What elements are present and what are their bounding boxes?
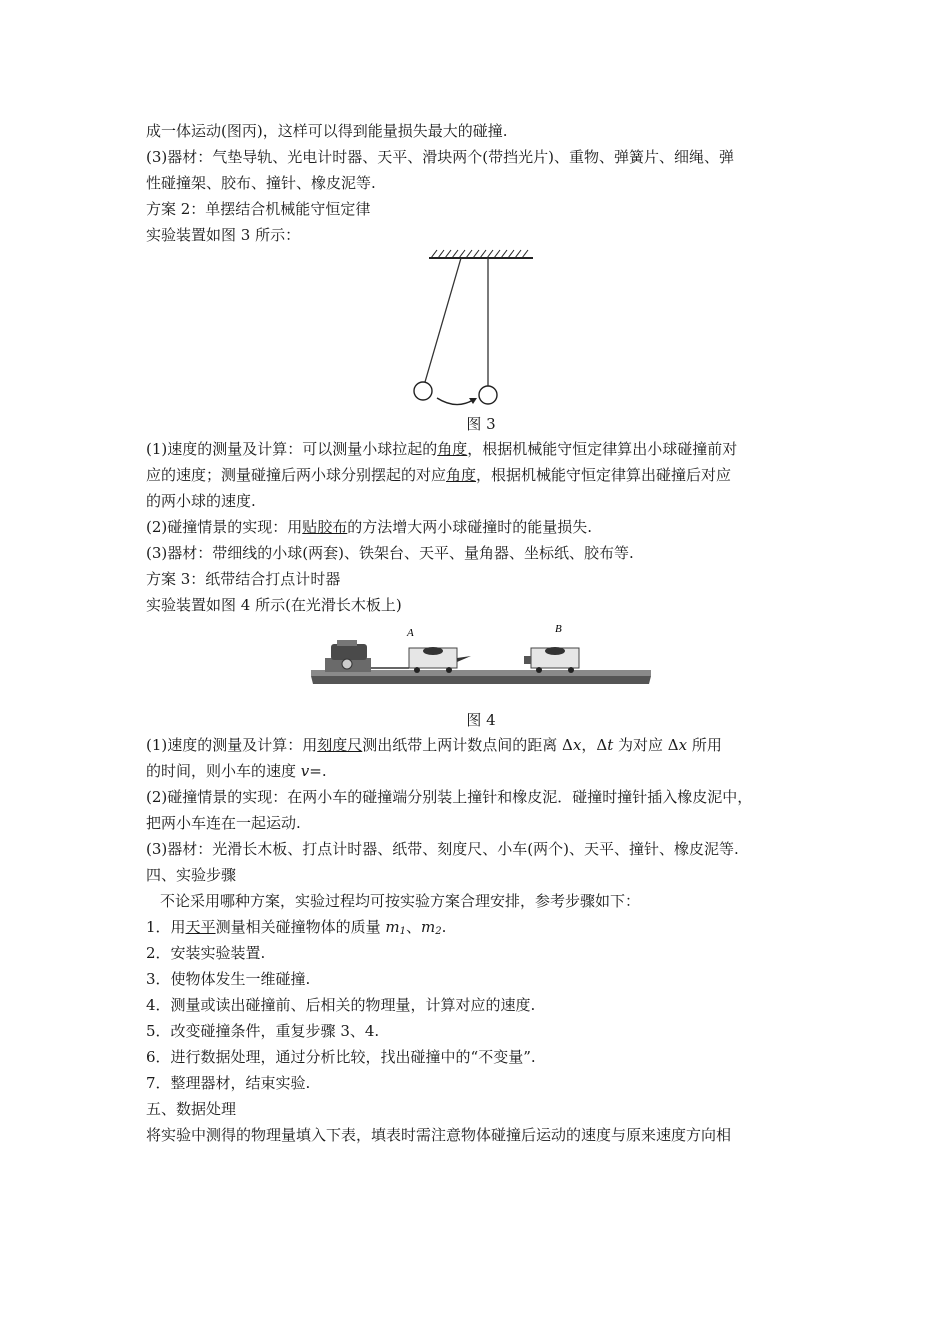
scheme-3-heading: 方案 3：纸带结合打点计时器	[146, 570, 341, 588]
text: ，根据机械能守恒定律算出小球碰撞前对	[467, 440, 738, 458]
section-5-heading: 五、数据处理	[146, 1100, 237, 1118]
paragraph-line	[146, 514, 816, 540]
text: (1)速度的测量及计算：用	[146, 736, 318, 754]
document-page	[146, 118, 816, 1148]
section-4-heading: 四、实验步骤	[146, 866, 237, 884]
text: 所用	[687, 736, 722, 754]
paragraph-line: (3)器材：光滑长木板、打点计时器、纸带、刻度尺、小车(两个)、天平、撞针、橡皮泥等.	[146, 840, 739, 858]
cart-b-hole-icon	[545, 647, 565, 655]
step-item: 5．改变碰撞条件，重复步骤 3、4.	[146, 1022, 380, 1040]
step-item: 4．测量或读出碰撞前、后相关的物理量，计算对应的速度.	[146, 996, 536, 1014]
cart-a-hole-icon	[423, 647, 443, 655]
wheel-icon	[568, 667, 574, 673]
pendulum-string-left	[425, 258, 461, 382]
text: 为对应 Δ	[613, 736, 679, 754]
text: ，Δ	[581, 736, 608, 754]
section-4-intro: 不论采用哪种方案，实验过程均可按实验方案合理安排，参考步骤如下：	[160, 892, 641, 910]
wheel-icon	[414, 667, 420, 673]
variable: m	[420, 918, 436, 936]
dot-timer-icon	[331, 644, 367, 660]
step-item: 7．整理器材，结束实验.	[146, 1074, 311, 1092]
text: 应的速度；测量碰撞后两小球分别摆起的对应	[146, 466, 447, 484]
motion-arrow-icon	[437, 398, 473, 405]
text: 测出纸带上两计数点间的距离 Δ	[362, 736, 573, 754]
paragraph-line: 把两小车连在一起运动.	[146, 814, 301, 832]
text: =.	[309, 762, 327, 780]
underlined-term: 贴胶布	[302, 518, 348, 536]
variable: m	[385, 918, 400, 936]
underlined-term: 角度	[437, 440, 468, 458]
clay-icon	[524, 656, 531, 664]
paragraph-line	[146, 732, 816, 758]
cart-a-label: A	[407, 627, 414, 639]
ball-left-icon	[414, 382, 432, 400]
underlined-term: 角度	[446, 466, 477, 484]
paragraph-line: (2)碰撞情景的实现：在两小车的碰撞端分别装上撞针和橡皮泥．碰撞时撞针插入橡皮泥中，	[146, 788, 753, 806]
wheel-icon	[536, 667, 542, 673]
scheme-3-intro: 实验装置如图 4 所示(在光滑长木板上)	[146, 596, 402, 614]
text: 、	[405, 918, 421, 936]
paragraph-line: (3)器材：气垫导轨、光电计时器、天平、滑块两个(带挡光片)、重物、弹簧片、细绳、弹	[146, 148, 734, 166]
variable: x	[678, 736, 688, 754]
timer-top-icon	[337, 640, 357, 646]
long-board	[311, 676, 651, 684]
timer-knob-icon	[342, 659, 352, 669]
step-item: 2．安装实验装置.	[146, 944, 266, 962]
variable: v	[300, 762, 310, 780]
paragraph-line: (3)器材：带细线的小球(两套)、铁架台、天平、量角器、坐标纸、胶布等.	[146, 544, 634, 562]
striker-needle-icon	[457, 656, 471, 662]
paragraph-line	[146, 758, 816, 784]
step-item	[146, 914, 816, 940]
paragraph-line	[146, 462, 816, 488]
cart-b-label: B	[555, 624, 562, 635]
text: 测量相关碰撞物体的质量	[215, 918, 386, 936]
figure-3-pendulum	[411, 248, 551, 412]
scheme-2-intro: 实验装置如图 3 所示：	[146, 226, 301, 244]
underlined-term: 刻度尺	[317, 736, 363, 754]
step-item: 6．进行数据处理，通过分析比较，找出碰撞中的“不变量”.	[146, 1048, 536, 1066]
figure-4-caption: 图 4	[466, 711, 496, 729]
wheel-icon	[446, 667, 452, 673]
figure-3-caption: 图 3	[466, 415, 496, 433]
ball-right-icon	[479, 386, 497, 404]
subscript: 1	[399, 926, 406, 937]
subscript: 2	[435, 926, 442, 937]
text: (1)速度的测量及计算：可以测量小球拉起的	[146, 440, 438, 458]
underlined-term: 天平	[185, 918, 216, 936]
text: .	[441, 918, 447, 936]
figure-4-carts	[311, 624, 651, 696]
step-item: 3．使物体发生一维碰撞.	[146, 970, 311, 988]
text: ，根据机械能守恒定律算出碰撞后对应	[476, 466, 732, 484]
paragraph-line: 将实验中测得的物理量填入下表，填表时需注意物体碰撞后运动的速度与原来速度方向相	[146, 1126, 732, 1144]
paragraph-line: 成一体运动(图丙)，这样可以得到能量损失最大的碰撞.	[146, 122, 508, 140]
variable: t	[607, 736, 614, 754]
paragraph-line: 的两小球的速度.	[146, 492, 256, 510]
text: 的方法增大两小球碰撞时的能量损失.	[347, 518, 593, 536]
paragraph-line	[146, 436, 816, 462]
text: 1．用	[146, 918, 186, 936]
text: (2)碰撞情景的实现：用	[146, 518, 303, 536]
ceiling-hatching-icon	[431, 250, 528, 258]
scheme-2-heading: 方案 2：单摆结合机械能守恒定律	[146, 200, 371, 218]
text: 的时间，则小车的速度	[146, 762, 301, 780]
paragraph-line: 性碰撞架、胶布、撞针、橡皮泥等.	[146, 174, 376, 192]
variable: x	[572, 736, 582, 754]
